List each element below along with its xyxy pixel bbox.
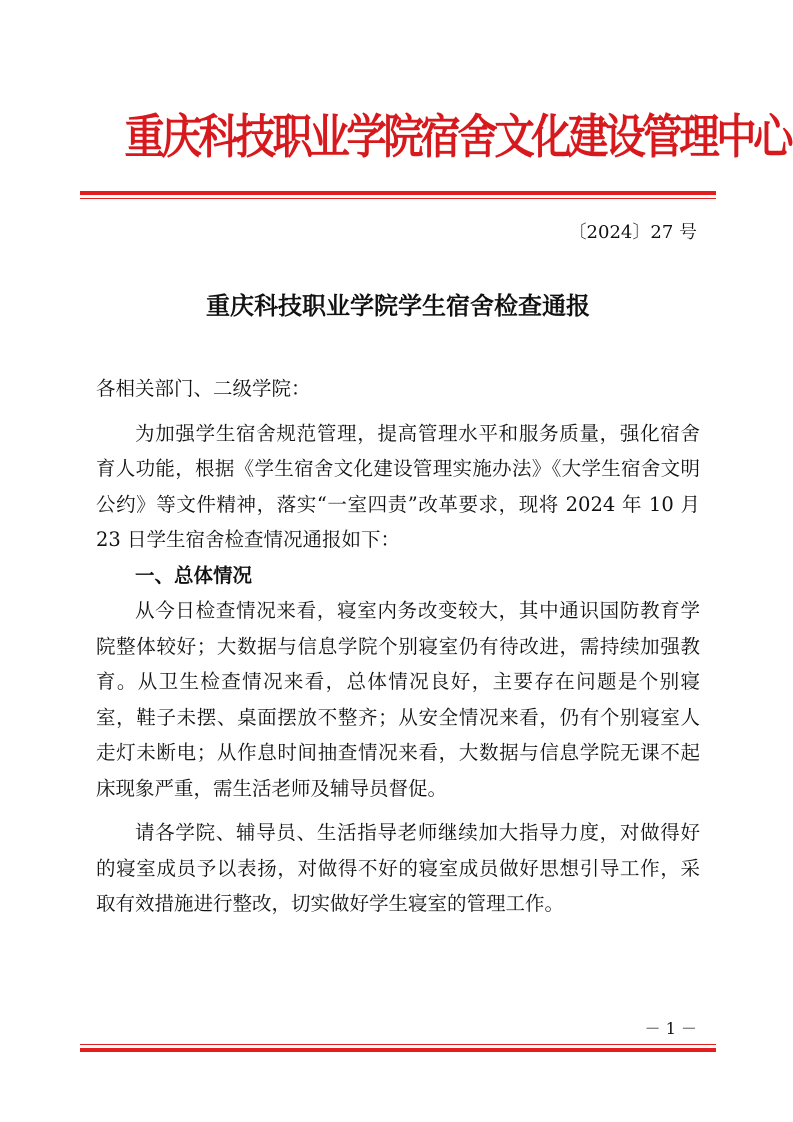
header-red-rule-thick <box>80 191 716 195</box>
salutation: 各相关部门、二级学院： <box>96 377 311 400</box>
document-title: 重庆科技职业学院学生宿舍检查通报 <box>206 291 590 320</box>
footer-red-rule-thin <box>80 1044 716 1045</box>
header-red-rule-thin <box>80 198 716 199</box>
footer-red-rule-thick <box>80 1048 716 1052</box>
section-body-overall: 从今日检查情况来看，寝室内务改变较大，其中通识国防教育学院整体较好；大数据与信息学院个别寝室仍有待改进，需持续加强教育。从卫生检查情况来看，总体情况良好，主要存在问题是个别寝室，鞋子未摆、桌面摆放不整齐；从安全情况来看，仍有个别寝室人走灯未断电；从作息时间抽查情况来看，大数据与信息学院无课不起床现象严重，需生活老师及辅导员督促。 <box>96 599 700 800</box>
document-number: 〔2024〕27 号 <box>568 222 697 243</box>
section-heading-overall: 一、总体情况 <box>135 563 253 587</box>
organization-header: 重庆科技职业学院宿舍文化建设管理中心 <box>124 110 791 165</box>
page-number: － 1 － <box>644 1019 697 1038</box>
document-body <box>96 371 700 922</box>
closing-paragraph: 请各学院、辅导员、生活指导老师继续加大指导力度，对做得好的寝室成员予以表扬，对做得不好的寝室成员做好思想引导工作，采取有效措施进行整改，切实做好学生寝室的管理工作。 <box>96 821 700 915</box>
intro-paragraph: 为加强学生宿舍规范管理，提高管理水平和服务质量，强化宿舍育人功能，根据《学生宿舍文化建设管理实施办法》《大学生宿舍文明公约》等文件精神，落实“一室四责”改革要求，现将 2024 年 10 月 23 日学生宿舍检查情况通报如下： <box>96 421 700 551</box>
